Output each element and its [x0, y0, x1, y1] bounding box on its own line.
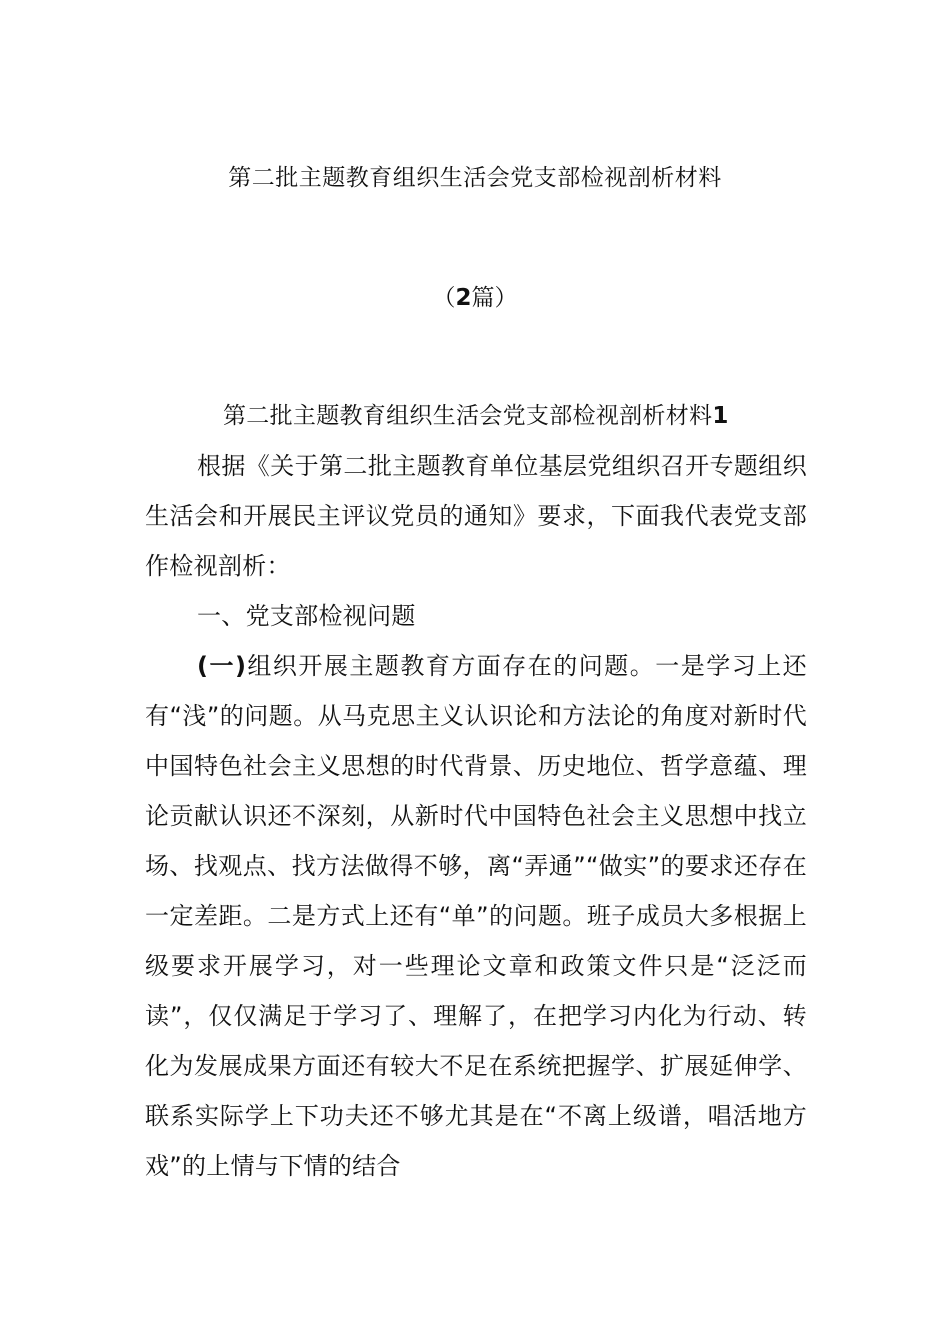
document-count: [0, 280, 950, 316]
article-subtitle: [145, 391, 807, 441]
subtitle-text: 第二批主题教育组织生活会党支部检视剖析材料: [223, 403, 713, 429]
intro-paragraph: 根据《关于第二批主题教育单位基层党组织召开专题组织生活会和开展民主评议党员的通知》要求，下面我代表党支部作检视剖析：: [145, 452, 807, 580]
count-number: 2: [455, 285, 472, 311]
section-heading: 一、党支部检视问题: [197, 602, 416, 630]
count-unit: 篇）: [471, 285, 518, 311]
document-body: [145, 391, 807, 1191]
count-open: （: [432, 285, 456, 311]
subtitle-number: 1: [712, 403, 729, 429]
item-text: 组织开展主题教育方面存在的问题。一是学习上还有“浅”的问题。从马克思主义认识论和方法论的角度对新时代中国特色社会主义思想的时代背景、历史地位、哲学意蕴、理论贡献认识还不深刻，从新时代中国特色社会主义思想中找立场、找观点、找方法做得不够，离“弄通”“做实”的要求还存在一定差距。二是方式上还有“单”的问题。班子成员大多根据上级要求开展学习，对一些理论文章和政策文件只是“泛泛而读”，仅仅满足于学习了、理解了，在把学习内化为行动、转化为发展成果方面还有较大不足在系统把握学、扩展延伸学、联系实际学上下功夫还不够尤其是在“不离上级谱，唱活地方戏”的上情与下情的结合: [145, 652, 807, 1180]
item-label: (一): [197, 652, 247, 680]
item-paragraph: [145, 641, 807, 1191]
document-title: 第二批主题教育组织生活会党支部检视剖析材料: [228, 165, 722, 191]
